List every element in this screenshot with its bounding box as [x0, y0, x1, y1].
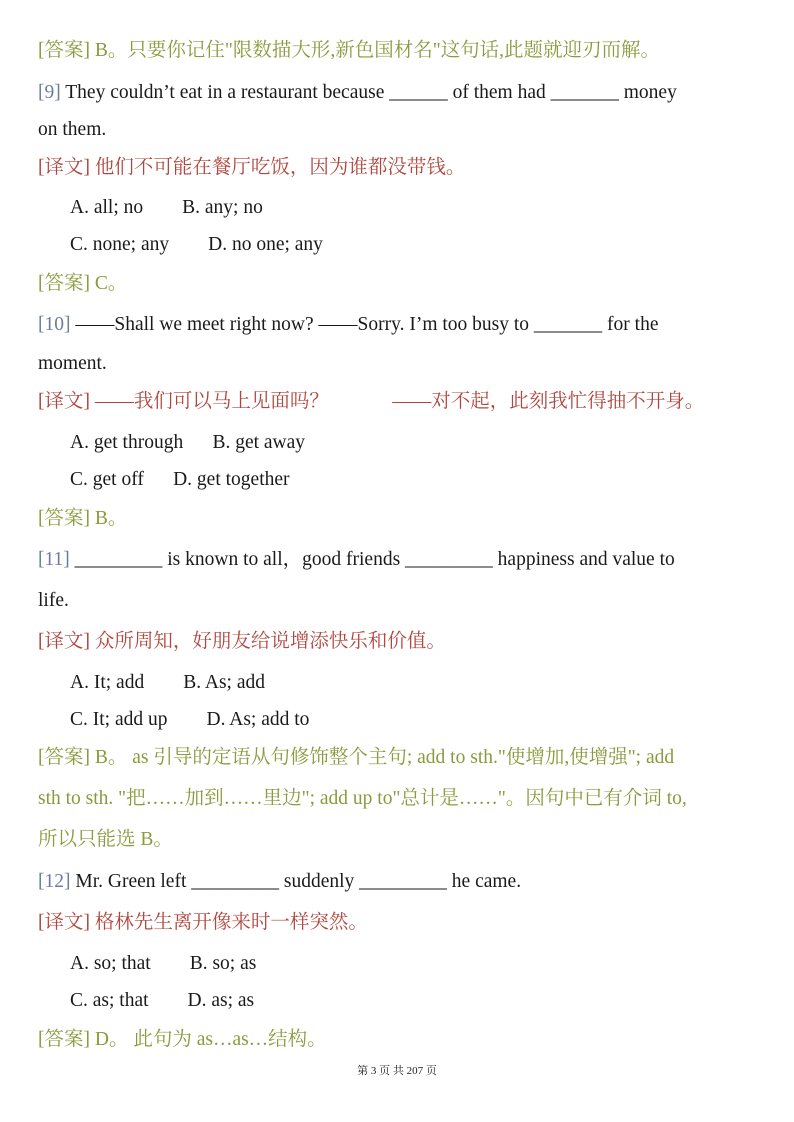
question-text: They couldn’t eat in a restaurant because ______ of them had _______ money — [60, 82, 677, 103]
question-number: [11] — [38, 549, 70, 570]
answer-11-line2: sth to sth. "把……加到……里边"; add up to"总计是……"。因句中已有介词 to, — [38, 788, 687, 809]
options-9-row1: A. all; no B. any; no — [70, 197, 263, 218]
options-11-row1: A. It; add B. As; add — [70, 672, 265, 693]
options-11-row2: C. It; add up D. As; add to — [70, 709, 310, 730]
question-number: [12] — [38, 871, 71, 892]
options-9-row2: C. none; any D. no one; any — [70, 234, 323, 255]
answer-10: [答案] B。 — [38, 508, 128, 529]
question-10-continuation: moment. — [38, 353, 107, 374]
question-text: Mr. Green left _________ suddenly _________ he came. — [70, 871, 522, 892]
question-number: [10] — [38, 314, 71, 335]
question-number: [9] — [38, 82, 61, 103]
answer-9: [答案] C。 — [38, 273, 128, 294]
page-footer: 第 3 页 共 207 页 — [357, 1065, 437, 1077]
options-12-row2: C. as; that D. as; as — [70, 990, 255, 1011]
question-9 — [38, 80, 764, 106]
question-11-continuation: life. — [38, 590, 69, 611]
translation-12: [译文] 格林先生离开像来时一样突然。 — [38, 912, 368, 933]
question-11 — [38, 547, 764, 573]
question-text: ――Shall we meet right now? ――Sorry. I’m too busy to _______ for the — [70, 314, 659, 335]
answer-12: [答案] D。 此句为 as…as…结构。 — [38, 1029, 327, 1050]
options-12-row1: A. so; that B. so; as — [70, 953, 257, 974]
answer-8: [答案] B。只要你记住"限数描大形,新色国材名"这句话,此题就迎刃而解。 — [38, 40, 661, 61]
question-10 — [38, 312, 764, 338]
answer-11-line1: [答案] B。 as 引导的定语从句修饰整个主句; add to sth."使增加,使增强"; add — [38, 747, 675, 768]
options-10-row2: C. get off D. get together — [70, 469, 290, 490]
question-12 — [38, 869, 764, 895]
options-10-row1: A. get through B. get away — [70, 432, 306, 453]
answer-11-line3: 所以只能选 B。 — [38, 829, 173, 850]
translation-9: [译文] 他们不可能在餐厅吃饭，因为谁都没带钱。 — [38, 157, 466, 178]
translation-11: [译文] 众所周知，好朋友给说增添快乐和价值。 — [38, 631, 446, 652]
question-text: _________ is known to all，good friends _________ happiness and value to — [69, 549, 675, 570]
translation-10: [译文] ――我们可以马上见面吗？ ――对不起，此刻我忙得抽不开身。 — [38, 391, 705, 412]
question-9-continuation: on them. — [38, 119, 107, 140]
